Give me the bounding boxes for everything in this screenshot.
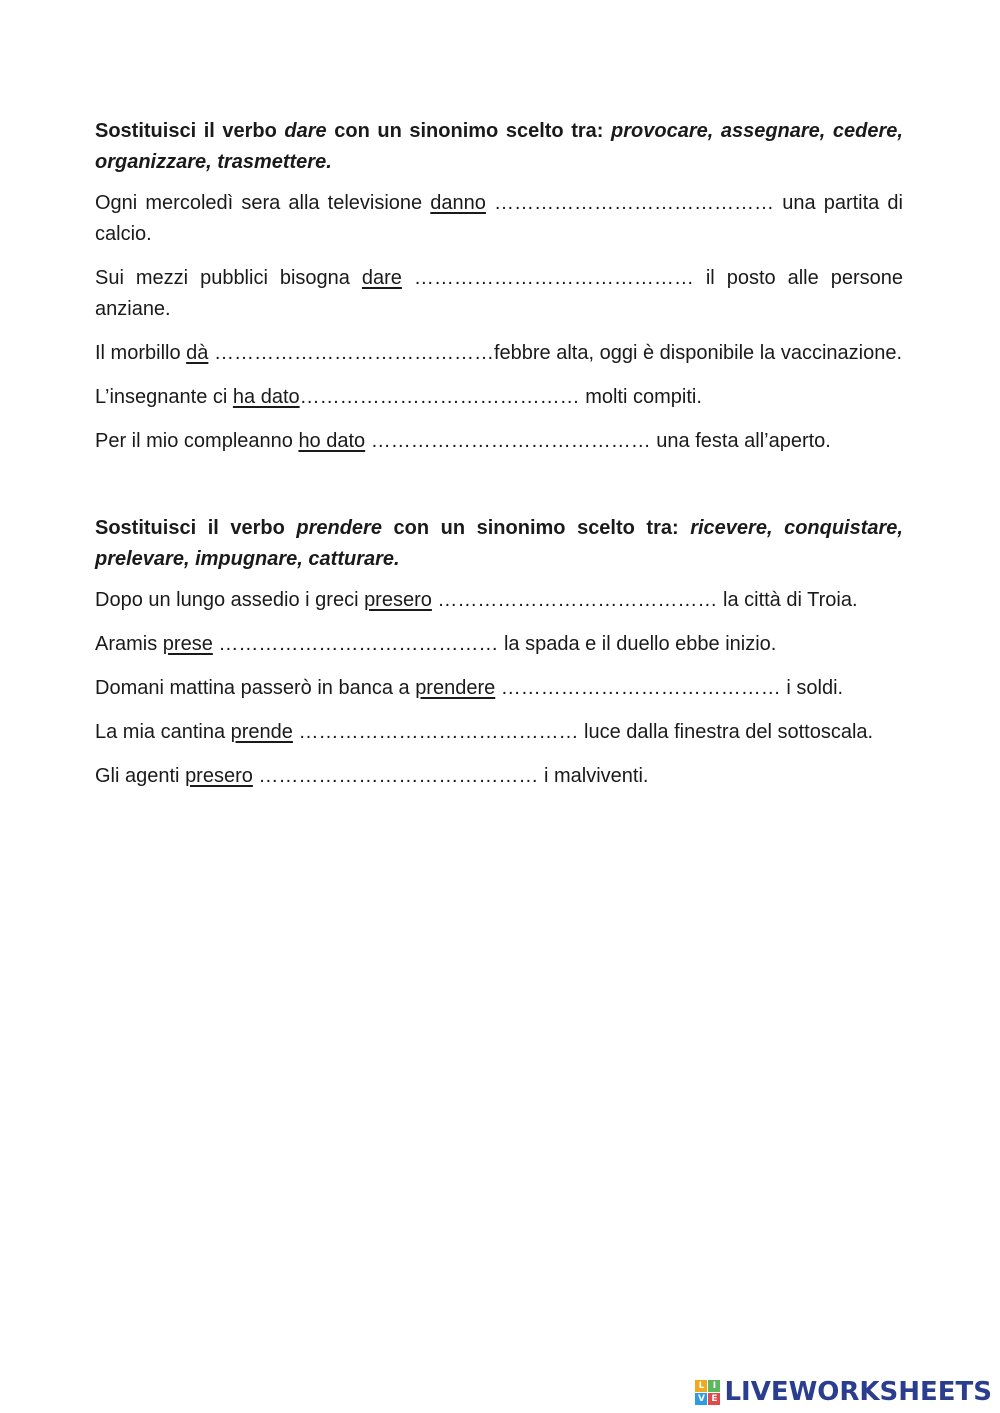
answer-blank[interactable]: ……………………………………: [431, 589, 723, 611]
sentence-text: una festa all’aperto.: [656, 430, 831, 452]
underlined-verb: prendere: [415, 677, 496, 699]
sentence-text: La mia cantina: [95, 721, 231, 743]
answer-blank[interactable]: ……………………………………: [299, 386, 586, 408]
sentence-text: L’insegnante ci: [95, 386, 233, 408]
answer-blank[interactable]: ……………………………………: [208, 342, 494, 364]
exercise-sentence: [95, 426, 903, 457]
logo-block: V: [695, 1393, 707, 1405]
exercise-list-dare: [95, 188, 903, 457]
instruction-prendere: Sostituisci il verbo prendere con un sinonimo scelto tra: ricevere, conquistare, prelevare, impugnare, catturare.: [95, 517, 903, 570]
sentence-text: i malviventi.: [544, 765, 649, 787]
underlined-verb: presero: [185, 765, 253, 787]
underlined-verb: ho dato: [298, 430, 366, 452]
answer-blank[interactable]: ……………………………………: [495, 677, 787, 699]
sentence-text: il posto alle persone anziane.: [95, 267, 903, 320]
instruction-dare: Sostituisci il verbo dare con un sinonimo scelto tra: provocare, assegnare, cedere, organizzare, trasmettere.: [95, 120, 903, 173]
sentence-text: Sui mezzi pubblici bisogna: [95, 267, 362, 289]
sentence-text: Domani mattina passerò in banca a: [95, 677, 416, 699]
exercise-sentence: [95, 263, 903, 325]
answer-blank[interactable]: ……………………………………: [252, 765, 544, 787]
sentence-text: una partita di calcio.: [95, 192, 903, 245]
underlined-verb: prende: [230, 721, 293, 743]
logo-block: I: [708, 1380, 720, 1392]
sentence-text: Il morbillo: [95, 342, 187, 364]
underlined-verb: dà: [186, 342, 209, 364]
logo-block: L: [695, 1380, 707, 1392]
logo-block: E: [708, 1393, 720, 1405]
exercise-sentence: [95, 717, 903, 748]
answer-blank[interactable]: ……………………………………: [401, 267, 706, 289]
exercise-sentence: [95, 188, 903, 250]
sentence-text: la spada e il duello ebbe inizio.: [503, 633, 777, 655]
underlined-verb: ha dato: [232, 386, 300, 408]
answer-blank[interactable]: ……………………………………: [365, 430, 657, 452]
sentence-text: Per il mio compleanno: [95, 430, 299, 452]
answer-blank[interactable]: ……………………………………: [292, 721, 585, 743]
sentence-text: la città di Troia.: [723, 589, 858, 611]
logo-icon: [695, 1380, 720, 1405]
sentence-text: luce dalla finestra del sottoscala.: [584, 721, 874, 743]
sentence-text: molti compiti.: [585, 386, 702, 408]
exercise-sentence: [95, 673, 903, 704]
answer-blank[interactable]: ……………………………………: [485, 192, 783, 214]
underlined-verb: prese: [162, 633, 213, 655]
exercise-list-prendere: [95, 585, 903, 792]
sentence-text: febbre alta, oggi è disponibile la vaccinazione.: [493, 342, 902, 364]
exercise-sentence: [95, 761, 903, 792]
exercise-sentence: [95, 338, 903, 369]
worksheet: [95, 116, 903, 805]
sentence-text: i soldi.: [786, 677, 844, 699]
underlined-verb: dare: [361, 267, 402, 289]
sentence-text: Ogni mercoledì sera alla televisione: [95, 192, 431, 214]
exercise-sentence: [95, 629, 903, 660]
liveworksheets-logo: [695, 1377, 992, 1407]
brand-name: LIVEWORKSHEETS: [724, 1377, 992, 1407]
exercise-sentence: [95, 585, 903, 616]
answer-blank[interactable]: ……………………………………: [212, 633, 504, 655]
exercise-sentence: [95, 382, 903, 413]
sentence-text: Aramis: [95, 633, 163, 655]
sentence-text: Gli agenti: [95, 765, 186, 787]
underlined-verb: danno: [430, 192, 486, 214]
underlined-verb: presero: [364, 589, 432, 611]
sentence-text: Dopo un lungo assedio i greci: [95, 589, 365, 611]
